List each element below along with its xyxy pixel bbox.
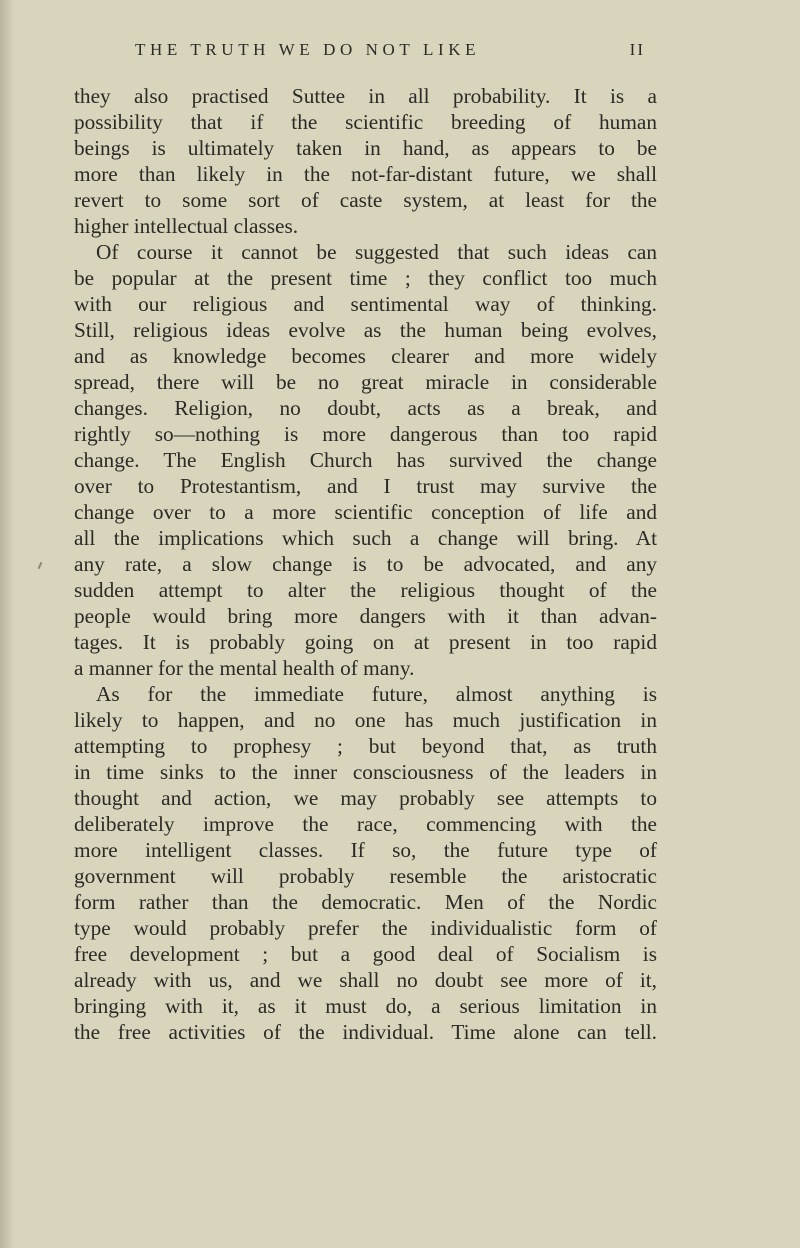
text-line: As for the immediate future, almost anything is [96,682,657,706]
text-line: deliberately improve the race, commencing with the [74,812,657,836]
text-line: thought and action, we may probably see attempts to [74,786,657,810]
text-line: form rather than the democratic. Men of the Nordic [74,890,657,914]
text-line: change. The English Church has survived the change [74,448,657,472]
text-line: the free activities of the individual. Time alone can tell. [74,1020,657,1044]
text-line: revert to some sort of caste system, at least for the [74,188,657,212]
text-line: bringing with it, as it must do, a serious limitation in [74,994,657,1018]
text-line: any rate, a slow change is to be advocated, and any [74,552,657,576]
text-line: possibility that if the scientific breeding of human [74,110,657,134]
page-gutter-shadow [0,0,14,1248]
text-line: Of course it cannot be suggested that such ideas can [96,240,657,264]
text-line: more than likely in the not-far-distant future, we shall [74,162,657,186]
running-title: THE TRUTH WE DO NOT LIKE [135,40,481,59]
text-line: people would bring more dangers with it than advan- [74,604,657,628]
text-line: in time sinks to the inner consciousness of the leaders in [74,760,657,784]
page-number: II [629,40,645,59]
text-line: Still, religious ideas evolve as the human being evolves, [74,318,657,342]
text-line: change over to a more scientific conception of life and [74,500,657,524]
text-line: attempting to prophesy ; but beyond that, as truth [74,734,657,758]
text-line: higher intellectual classes. [74,214,299,238]
text-line: they also practised Suttee in all probability. It is a [74,84,657,108]
text-line: type would probably prefer the individualistic form of [74,916,657,940]
running-header [135,40,645,68]
text-line: rightly so—nothing is more dangerous than too rapid [74,422,657,446]
text-line: over to Protestantism, and I trust may survive the [74,474,657,498]
text-line: sudden attempt to alter the religious thought of the [74,578,657,602]
text-line: and as knowledge becomes clearer and more widely [74,344,657,368]
text-line: free development ; but a good deal of Socialism is [74,942,657,966]
paragraph [74,239,657,681]
text-line: government will probably resemble the aristocratic [74,864,657,888]
body-text [74,83,657,1045]
text-line: a manner for the mental health of many. [74,656,415,680]
text-line: more intelligent classes. If so, the future type of [74,838,657,862]
text-line: with our religious and sentimental way of thinking. [74,292,657,316]
stray-pencil-mark [38,562,43,569]
text-line: spread, there will be no great miracle in considerable [74,370,657,394]
text-line: be popular at the present time ; they conflict too much [74,266,657,290]
paragraph [74,83,657,239]
text-line: tages. It is probably going on at present in too rapid [74,630,657,654]
text-line: likely to happen, and no one has much justification in [74,708,657,732]
text-line: changes. Religion, no doubt, acts as a break, and [74,396,657,420]
text-line: all the implications which such a change will bring. At [74,526,657,550]
text-line: already with us, and we shall no doubt see more of it, [74,968,657,992]
paragraph [74,681,657,1045]
text-line: beings is ultimately taken in hand, as appears to be [74,136,657,160]
